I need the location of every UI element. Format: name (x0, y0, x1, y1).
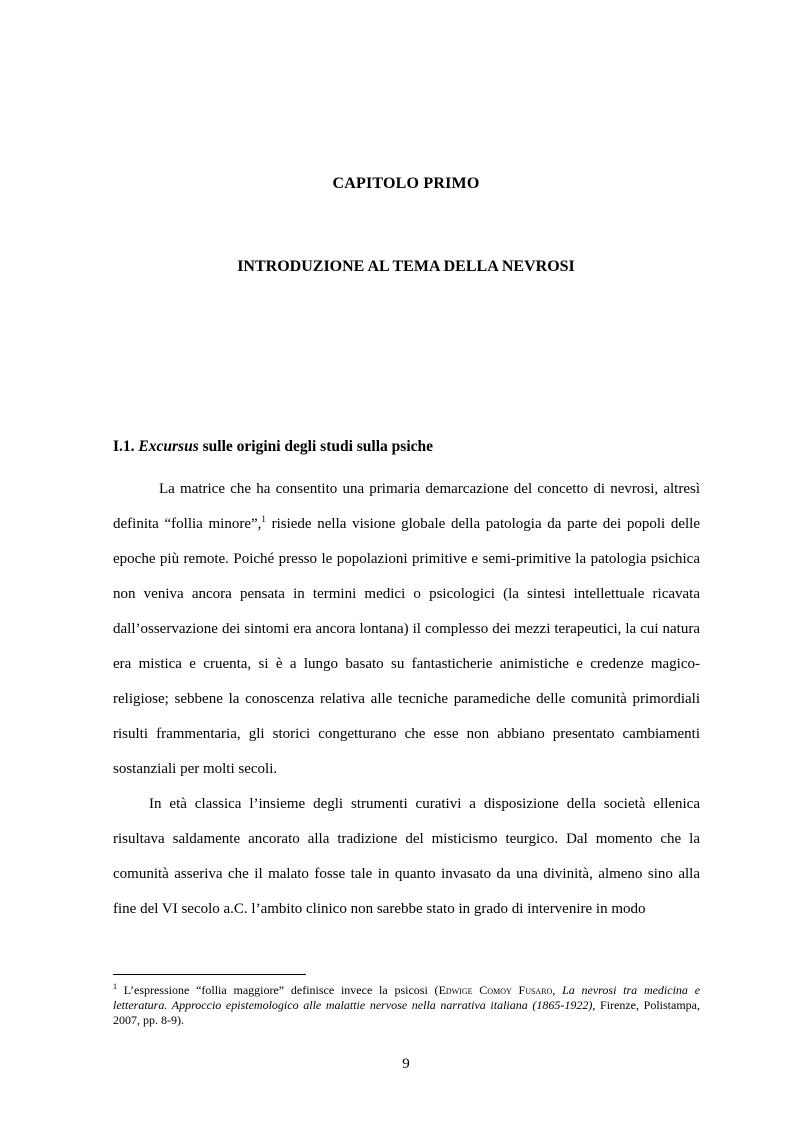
chapter-title: INTRODUZIONE AL TEMA DELLA NEVROSI (237, 258, 575, 275)
footnote-number: 1 (113, 982, 117, 991)
paragraph-1 (113, 472, 700, 787)
footnote-text-b: , (552, 983, 563, 997)
footnote-reference[interactable]: 1 (261, 514, 266, 524)
footnote-separator (113, 974, 306, 975)
footnote (113, 983, 700, 1028)
section-number: I.1. (113, 438, 135, 455)
body-text (113, 472, 700, 927)
paragraph-1-part-b: risiede nella visione globale della patologia da parte dei popoli delle epoche più remote. Poiché presso le popolazioni primitive e semi-primitive la patologia psichica non veniva ancora pensata in termini medici o psicologici (la sintesi intellettuale ricavata dall’osservazione dei sintomi era ancora lontana) il complesso dei mezzi terapeutici, la cui natura era mistica e cruenta, si è a lungo basato su fantasticherie animistiche e credenze magico-religiose; sebbene la conoscenza relativa alle tecniche paramediche delle comunità primordiali risulti frammentaria, gli storici congetturano che esse non abbiano presentato cambiamenti sostanziali per molti secoli. (113, 516, 700, 777)
footnote-author: Edwige Comoy Fusaro (438, 983, 553, 997)
page-number: 9 (402, 1056, 410, 1072)
section-heading-text: sulle origini degli studi sulla psiche (198, 438, 434, 455)
footnote-text-a: L’espressione “follia maggiore” definisce invece la psicosi ( (117, 983, 439, 997)
paragraph-1-part-a: La matrice che ha consentito una primaria demarcazione del concetto di nevrosi, altresì definita “follia minore”, (113, 481, 700, 532)
chapter-label: CAPITOLO PRIMO (332, 175, 480, 192)
paragraph-2: In età classica l’insieme degli strumenti curativi a disposizione della società ellenica risultava saldamente ancorato alla tradizione del misticismo teurgico. Dal momento che la comunità asseriva che il malato fosse tale in quanto invasato da una divinità, almeno sino alla fine del VI secolo a.C. l’ambito clinico non sarebbe stato in grado di intervenire in modo (113, 796, 700, 917)
section-heading (113, 438, 433, 456)
footnote-text-c: , Firenze, Polistampa, 2007, pp. 8-9). (113, 998, 700, 1027)
footnote-book-title: La nevrosi tra medicina e letteratura. Approccio epistemologico alle malattie nervose nella narrativa italiana (1865-1922) (113, 983, 701, 1012)
section-heading-italic: Excursus (138, 438, 199, 455)
